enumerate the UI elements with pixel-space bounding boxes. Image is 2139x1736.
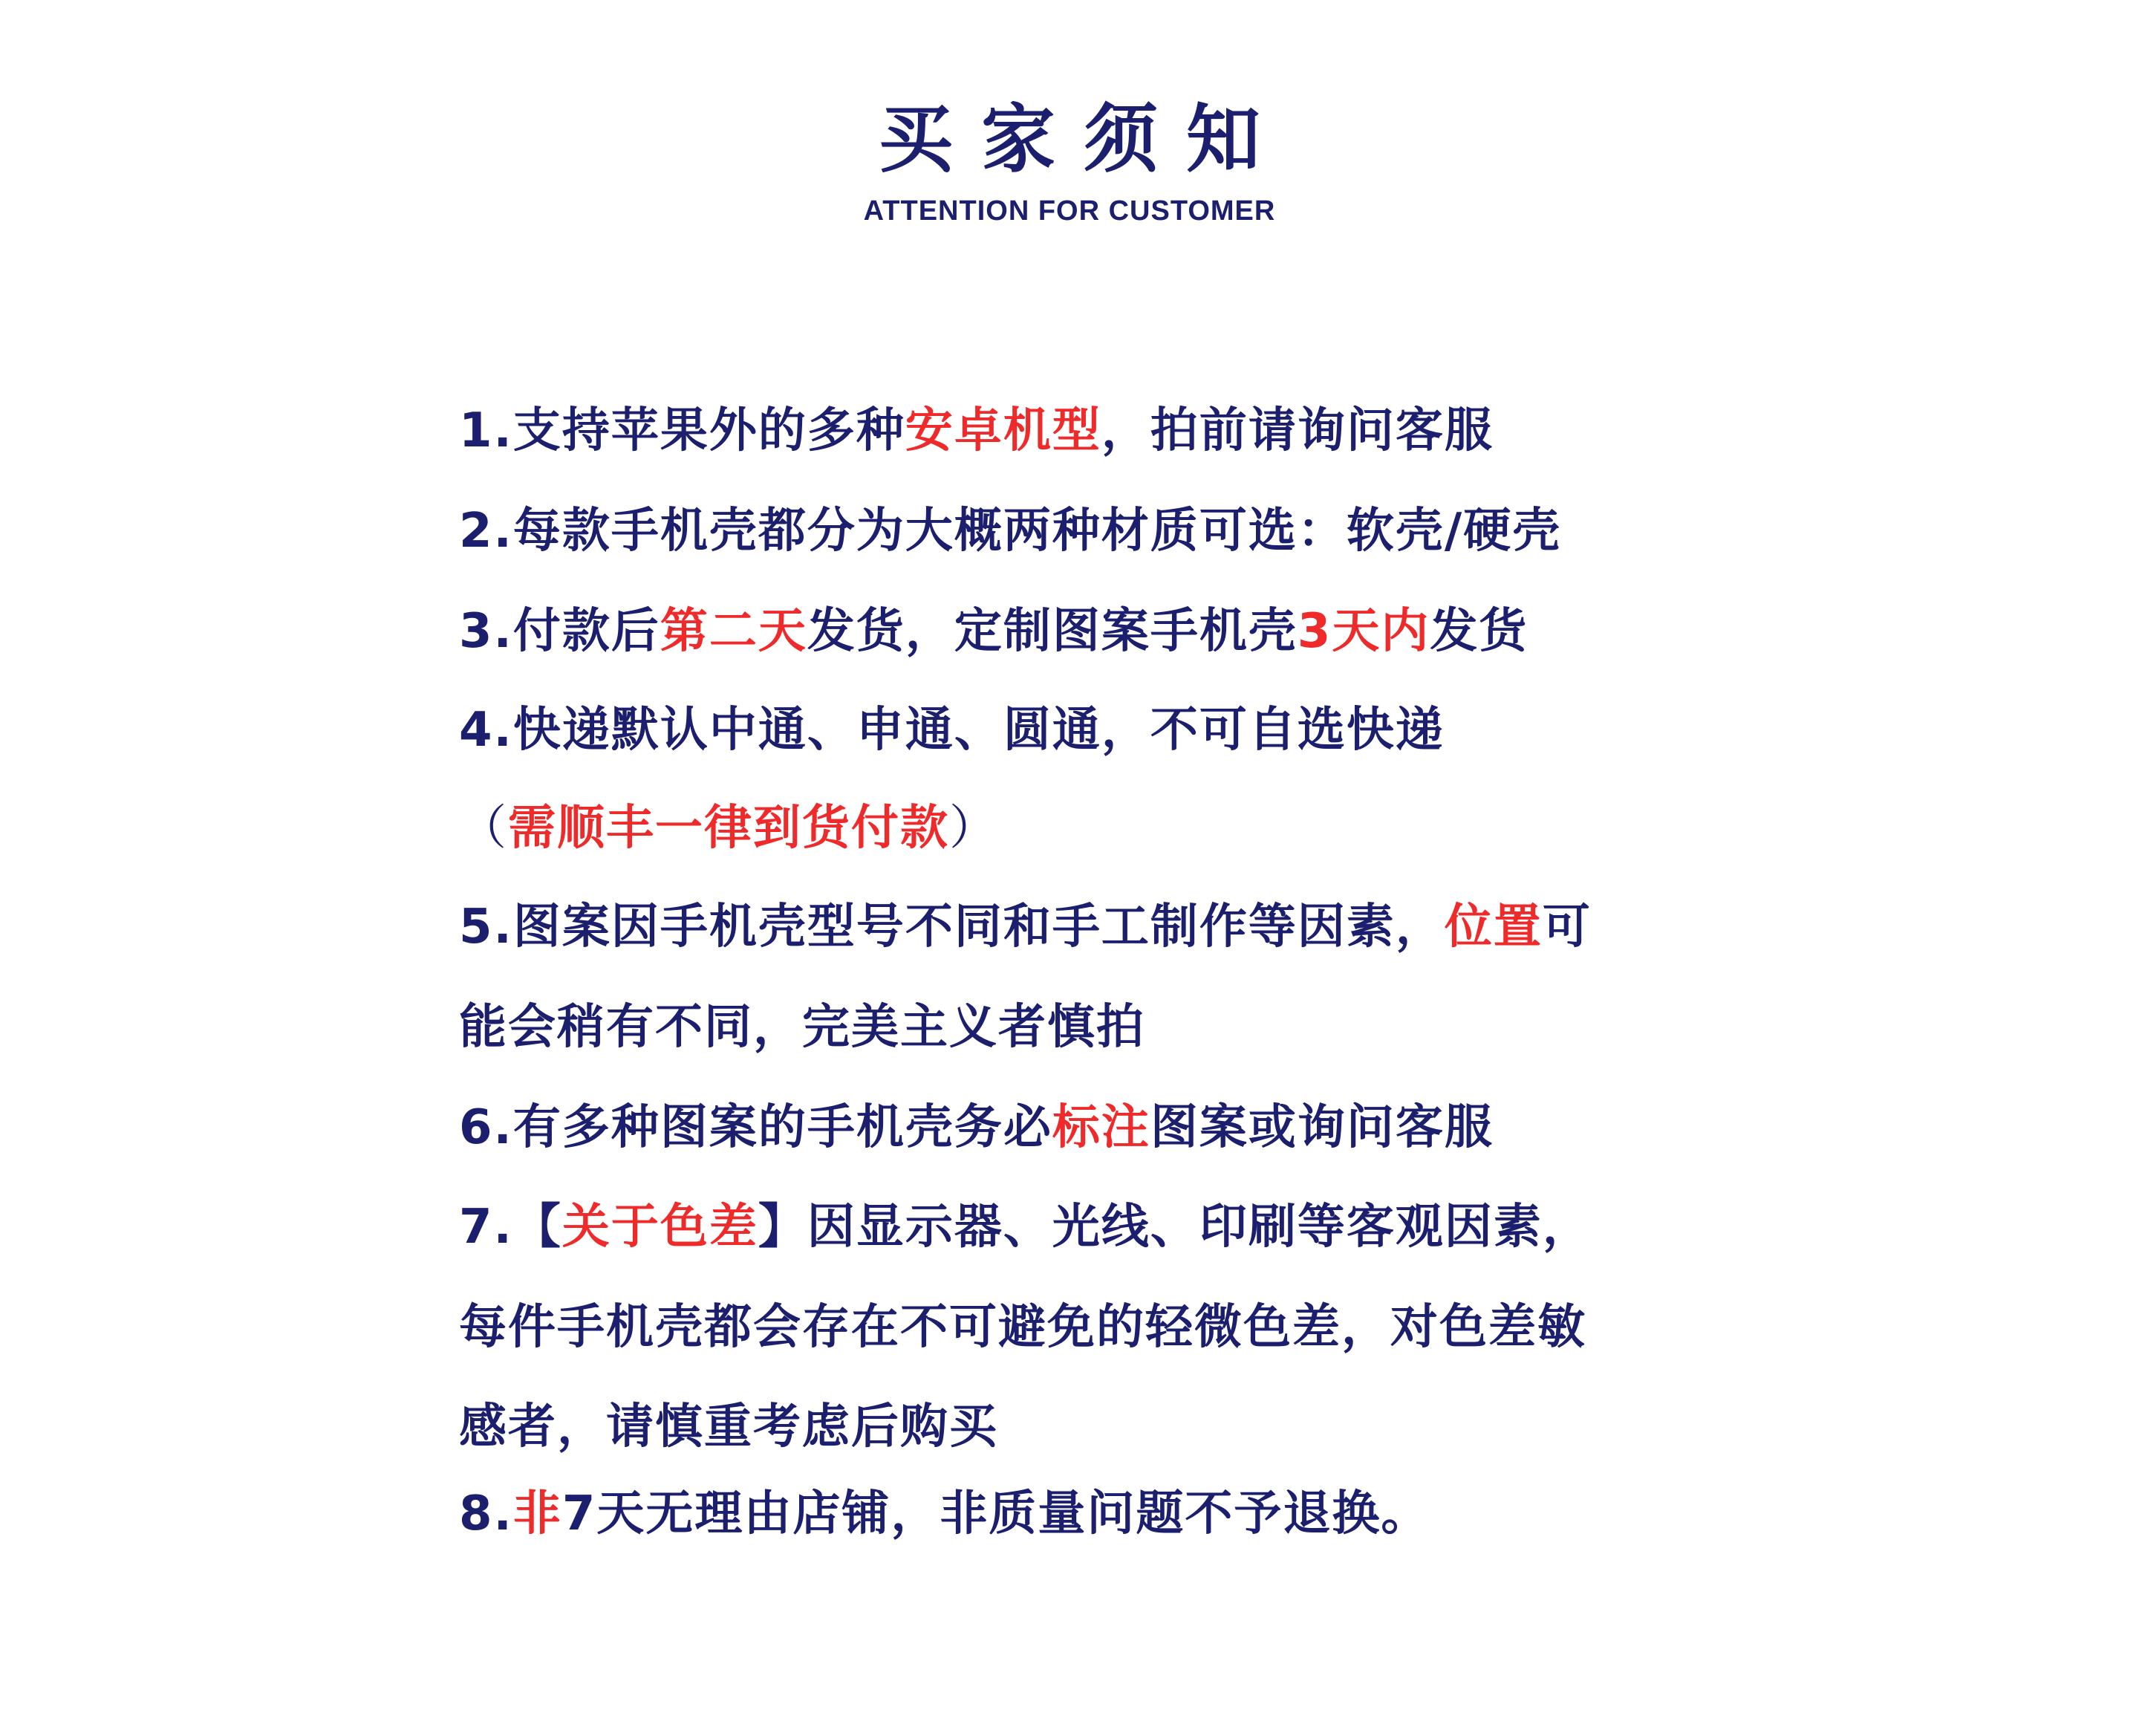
line-5-highlight-position: 位置 [1444,900,1543,955]
notice-line-2 [459,501,1561,561]
notice-line-7 [459,1197,1592,1257]
notice-line-7-cont-2 [459,1397,998,1457]
line-5-text-b: 可 [1542,900,1592,955]
line-7-text-a: 7.【 [459,1200,562,1255]
line-4-text: 4.快递默认中通、申通、圆通，不可自选快递 [459,703,1445,758]
page-title: 买家须知 [879,96,1289,183]
line-2-text: 2.每款手机壳都分为大概两种材质可选：软壳/硬壳 [459,504,1562,559]
notice-line-1 [459,401,1494,461]
notice-line-8 [459,1484,1430,1544]
line-8-highlight-non: 非 [512,1486,562,1541]
close-paren: ） [949,801,998,856]
line-3-text-c: 发货 [1430,604,1528,659]
line-1-highlight-android-models: 安卓机型 [905,403,1101,458]
line-5-text-a: 5.图案因手机壳型号不同和手工制作等因素， [459,900,1445,955]
notice-line-5-cont [459,998,1145,1057]
notice-line-4-note [459,799,998,858]
line-7-highlight-color-diff: 关于色差 [561,1200,758,1255]
line-7-cont-2-text: 感者，请慎重考虑后购买 [459,1399,998,1454]
line-1-text-b: ，拍前请询问客服 [1101,403,1494,458]
open-paren: （ [459,801,508,856]
line-6-highlight-mark: 标注 [1052,1100,1150,1155]
notice-line-4 [459,700,1445,760]
line-7-text-b: 】因显示器、光线、印刷等客观因素， [758,1200,1592,1255]
line-4-highlight-sf-cod: 需顺丰一律到货付款 [508,801,949,856]
notice-line-7-cont-1 [459,1298,1586,1357]
line-7-cont-1-text: 每件手机壳都会存在不可避免的轻微色差，对色差敏 [459,1300,1586,1355]
notice-line-6 [459,1098,1494,1157]
line-8-text-b: 7天无理由店铺，非质量问题不予退换。 [561,1486,1430,1541]
line-5-cont-text: 能会稍有不同，完美主义者慎拍 [459,1000,1145,1055]
line-1-text-a: 1.支持苹果外的多种 [459,403,905,458]
line-3-text-a: 3.付款后 [459,604,660,659]
notice-line-5 [459,897,1592,957]
notice-line-3 [459,602,1528,661]
line-3-highlight-next-day: 第二天 [660,604,807,659]
line-8-text-a: 8. [459,1486,513,1541]
line-6-text-a: 6.有多种图案的手机壳务必 [459,1100,1052,1155]
line-3-text-b: 发货，定制图案手机壳 [807,604,1298,659]
page-subtitle: ATTENTION FOR CUSTOMER [863,195,1276,227]
line-6-text-b: 图案或询问客服 [1150,1100,1494,1155]
line-3-highlight-three-days: 3天内 [1297,604,1430,659]
